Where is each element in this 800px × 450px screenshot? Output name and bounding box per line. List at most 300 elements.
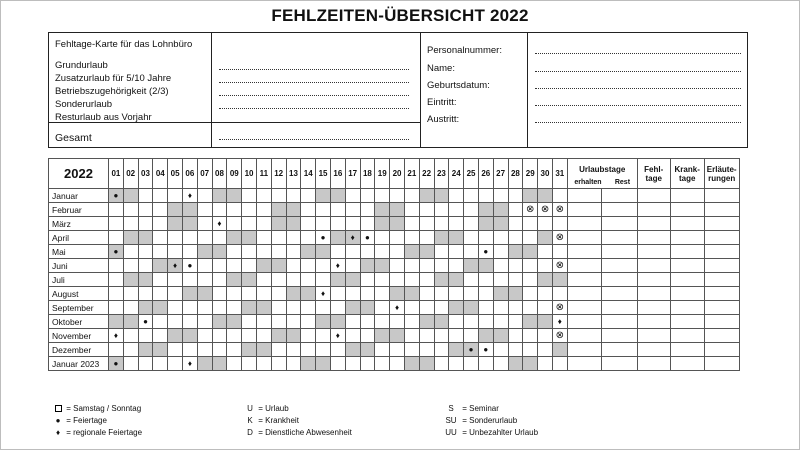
day-cell[interactable]	[404, 357, 419, 371]
day-cell[interactable]	[301, 343, 316, 357]
day-cell[interactable]	[449, 203, 464, 217]
day-cell[interactable]	[109, 287, 124, 301]
day-cell[interactable]	[538, 217, 553, 231]
notes-cell[interactable]	[704, 287, 739, 301]
day-cell[interactable]	[523, 315, 538, 329]
day-cell[interactable]	[404, 287, 419, 301]
rest-cell[interactable]	[601, 245, 637, 259]
day-cell[interactable]	[419, 301, 434, 315]
day-cell[interactable]	[552, 343, 567, 357]
day-cell[interactable]	[227, 357, 242, 371]
received-cell[interactable]	[567, 343, 601, 357]
day-cell[interactable]	[493, 273, 508, 287]
day-cell[interactable]	[301, 259, 316, 273]
day-cell[interactable]	[404, 273, 419, 287]
day-cell[interactable]: ●	[109, 245, 124, 259]
day-cell[interactable]	[523, 357, 538, 371]
rest-cell[interactable]	[601, 203, 637, 217]
day-cell[interactable]	[493, 329, 508, 343]
day-cell[interactable]	[153, 301, 168, 315]
day-cell[interactable]	[434, 301, 449, 315]
day-cell[interactable]	[538, 273, 553, 287]
day-cell[interactable]	[330, 203, 345, 217]
rest-cell[interactable]	[601, 259, 637, 273]
day-cell[interactable]	[345, 189, 360, 203]
day-cell[interactable]	[434, 245, 449, 259]
day-cell[interactable]	[390, 189, 405, 203]
birthdate-field[interactable]	[535, 88, 741, 89]
entry-date-field[interactable]	[535, 105, 741, 106]
day-cell[interactable]	[197, 273, 212, 287]
day-cell[interactable]	[478, 231, 493, 245]
day-cell[interactable]	[242, 189, 257, 203]
day-cell[interactable]	[242, 203, 257, 217]
day-cell[interactable]	[345, 357, 360, 371]
notes-cell[interactable]	[704, 259, 739, 273]
day-cell[interactable]	[138, 189, 153, 203]
day-cell[interactable]	[449, 315, 464, 329]
received-cell[interactable]	[567, 329, 601, 343]
day-cell[interactable]	[168, 329, 183, 343]
notes-cell[interactable]	[704, 315, 739, 329]
day-cell[interactable]	[227, 259, 242, 273]
day-cell[interactable]	[123, 287, 138, 301]
day-cell[interactable]	[316, 217, 331, 231]
day-cell[interactable]	[286, 329, 301, 343]
day-cell[interactable]	[478, 203, 493, 217]
received-cell[interactable]	[567, 259, 601, 273]
day-cell[interactable]: ●	[109, 189, 124, 203]
sick-days-cell[interactable]	[670, 203, 704, 217]
day-cell[interactable]	[109, 203, 124, 217]
day-cell[interactable]	[390, 287, 405, 301]
day-cell[interactable]	[375, 357, 390, 371]
notes-cell[interactable]	[704, 343, 739, 357]
day-cell[interactable]	[419, 357, 434, 371]
day-cell[interactable]	[153, 287, 168, 301]
day-cell[interactable]	[123, 189, 138, 203]
day-cell[interactable]	[345, 203, 360, 217]
day-cell[interactable]	[493, 245, 508, 259]
day-cell[interactable]	[390, 329, 405, 343]
day-cell[interactable]	[360, 287, 375, 301]
day-cell[interactable]	[478, 273, 493, 287]
day-cell[interactable]	[242, 231, 257, 245]
day-cell[interactable]	[464, 189, 479, 203]
day-cell[interactable]	[449, 231, 464, 245]
day-cell[interactable]	[316, 189, 331, 203]
day-cell[interactable]: ⊗	[538, 203, 553, 217]
notes-cell[interactable]	[704, 329, 739, 343]
day-cell[interactable]	[419, 259, 434, 273]
day-cell[interactable]	[138, 343, 153, 357]
day-cell[interactable]	[375, 217, 390, 231]
sick-days-cell[interactable]	[670, 329, 704, 343]
day-cell[interactable]	[449, 189, 464, 203]
day-cell[interactable]	[123, 273, 138, 287]
rest-cell[interactable]	[601, 329, 637, 343]
day-cell[interactable]	[390, 259, 405, 273]
day-cell[interactable]	[301, 315, 316, 329]
day-cell[interactable]	[286, 273, 301, 287]
day-cell[interactable]	[197, 287, 212, 301]
day-cell[interactable]	[227, 245, 242, 259]
day-cell[interactable]	[493, 357, 508, 371]
day-cell[interactable]	[168, 217, 183, 231]
day-cell[interactable]	[449, 343, 464, 357]
day-cell[interactable]	[212, 301, 227, 315]
day-cell[interactable]	[419, 189, 434, 203]
day-cell[interactable]	[330, 287, 345, 301]
day-cell[interactable]	[138, 273, 153, 287]
day-cell[interactable]	[464, 273, 479, 287]
day-cell[interactable]	[375, 315, 390, 329]
day-cell[interactable]	[434, 217, 449, 231]
day-cell[interactable]	[197, 301, 212, 315]
day-cell[interactable]	[360, 217, 375, 231]
day-cell[interactable]	[227, 217, 242, 231]
day-cell[interactable]	[197, 231, 212, 245]
day-cell[interactable]	[330, 231, 345, 245]
notes-cell[interactable]	[704, 189, 739, 203]
day-cell[interactable]	[138, 217, 153, 231]
day-cell[interactable]: ●	[478, 245, 493, 259]
day-cell[interactable]	[168, 315, 183, 329]
day-cell[interactable]	[182, 231, 197, 245]
day-cell[interactable]	[434, 287, 449, 301]
received-cell[interactable]	[567, 357, 601, 371]
day-cell[interactable]	[464, 287, 479, 301]
day-cell[interactable]	[538, 357, 553, 371]
day-cell[interactable]	[360, 329, 375, 343]
day-cell[interactable]	[286, 301, 301, 315]
sick-days-cell[interactable]	[670, 273, 704, 287]
day-cell[interactable]: ⊗	[523, 203, 538, 217]
received-cell[interactable]	[567, 245, 601, 259]
day-cell[interactable]	[478, 287, 493, 301]
day-cell[interactable]	[212, 315, 227, 329]
day-cell[interactable]: ♦	[168, 259, 183, 273]
day-cell[interactable]	[478, 217, 493, 231]
day-cell[interactable]	[404, 217, 419, 231]
day-cell[interactable]	[523, 231, 538, 245]
missed-days-cell[interactable]	[637, 315, 670, 329]
day-cell[interactable]: ⊗	[552, 329, 567, 343]
day-cell[interactable]	[360, 315, 375, 329]
day-cell[interactable]	[508, 189, 523, 203]
day-cell[interactable]	[493, 343, 508, 357]
day-cell[interactable]	[286, 259, 301, 273]
day-cell[interactable]	[478, 189, 493, 203]
rest-cell[interactable]	[601, 315, 637, 329]
day-cell[interactable]	[538, 245, 553, 259]
day-cell[interactable]	[212, 203, 227, 217]
day-cell[interactable]	[227, 273, 242, 287]
day-cell[interactable]: ⊗	[552, 203, 567, 217]
notes-cell[interactable]	[704, 203, 739, 217]
rest-cell[interactable]	[601, 287, 637, 301]
day-cell[interactable]	[345, 343, 360, 357]
day-cell[interactable]	[256, 287, 271, 301]
day-cell[interactable]	[242, 357, 257, 371]
day-cell[interactable]	[153, 217, 168, 231]
day-cell[interactable]	[404, 259, 419, 273]
day-cell[interactable]	[464, 301, 479, 315]
day-cell[interactable]	[271, 203, 286, 217]
day-cell[interactable]	[123, 203, 138, 217]
day-cell[interactable]	[212, 231, 227, 245]
day-cell[interactable]	[197, 315, 212, 329]
day-cell[interactable]	[390, 357, 405, 371]
rest-cell[interactable]	[601, 189, 637, 203]
leave-field[interactable]	[219, 82, 409, 83]
day-cell[interactable]	[227, 343, 242, 357]
day-cell[interactable]	[168, 287, 183, 301]
day-cell[interactable]	[508, 273, 523, 287]
day-cell[interactable]	[153, 343, 168, 357]
day-cell[interactable]	[523, 245, 538, 259]
day-cell[interactable]	[301, 329, 316, 343]
day-cell[interactable]	[182, 217, 197, 231]
day-cell[interactable]	[404, 329, 419, 343]
day-cell[interactable]	[256, 357, 271, 371]
day-cell[interactable]	[390, 203, 405, 217]
day-cell[interactable]	[109, 217, 124, 231]
day-cell[interactable]	[316, 273, 331, 287]
day-cell[interactable]	[523, 301, 538, 315]
day-cell[interactable]	[138, 329, 153, 343]
day-cell[interactable]	[345, 245, 360, 259]
day-cell[interactable]	[227, 203, 242, 217]
day-cell[interactable]	[256, 189, 271, 203]
day-cell[interactable]	[197, 203, 212, 217]
day-cell[interactable]	[493, 301, 508, 315]
received-cell[interactable]	[567, 301, 601, 315]
day-cell[interactable]	[109, 231, 124, 245]
day-cell[interactable]	[419, 245, 434, 259]
day-cell[interactable]	[242, 217, 257, 231]
day-cell[interactable]	[212, 329, 227, 343]
missed-days-cell[interactable]	[637, 357, 670, 371]
day-cell[interactable]	[301, 357, 316, 371]
day-cell[interactable]	[464, 329, 479, 343]
day-cell[interactable]	[434, 259, 449, 273]
day-cell[interactable]	[508, 315, 523, 329]
name-field[interactable]	[535, 71, 741, 72]
day-cell[interactable]	[153, 245, 168, 259]
day-cell[interactable]	[434, 189, 449, 203]
day-cell[interactable]	[508, 329, 523, 343]
day-cell[interactable]	[286, 231, 301, 245]
day-cell[interactable]	[286, 245, 301, 259]
day-cell[interactable]	[153, 203, 168, 217]
notes-cell[interactable]	[704, 273, 739, 287]
day-cell[interactable]	[197, 343, 212, 357]
day-cell[interactable]	[375, 343, 390, 357]
day-cell[interactable]	[123, 231, 138, 245]
missed-days-cell[interactable]	[637, 189, 670, 203]
leave-field[interactable]	[219, 108, 409, 109]
day-cell[interactable]	[256, 315, 271, 329]
day-cell[interactable]	[256, 245, 271, 259]
day-cell[interactable]	[508, 245, 523, 259]
day-cell[interactable]	[360, 273, 375, 287]
day-cell[interactable]	[109, 259, 124, 273]
received-cell[interactable]	[567, 189, 601, 203]
day-cell[interactable]	[508, 259, 523, 273]
day-cell[interactable]	[419, 315, 434, 329]
day-cell[interactable]	[419, 217, 434, 231]
missed-days-cell[interactable]	[637, 231, 670, 245]
day-cell[interactable]	[301, 273, 316, 287]
received-cell[interactable]	[567, 231, 601, 245]
day-cell[interactable]	[404, 315, 419, 329]
day-cell[interactable]	[523, 343, 538, 357]
day-cell[interactable]	[464, 231, 479, 245]
day-cell[interactable]	[478, 357, 493, 371]
day-cell[interactable]	[330, 189, 345, 203]
day-cell[interactable]	[123, 217, 138, 231]
day-cell[interactable]	[168, 203, 183, 217]
personal-number-field[interactable]	[535, 53, 741, 54]
sick-days-cell[interactable]	[670, 231, 704, 245]
day-cell[interactable]	[375, 189, 390, 203]
day-cell[interactable]	[271, 245, 286, 259]
day-cell[interactable]	[123, 329, 138, 343]
received-cell[interactable]	[567, 315, 601, 329]
day-cell[interactable]	[286, 189, 301, 203]
leave-field[interactable]	[219, 69, 409, 70]
day-cell[interactable]	[256, 301, 271, 315]
day-cell[interactable]	[271, 217, 286, 231]
day-cell[interactable]	[330, 357, 345, 371]
day-cell[interactable]	[153, 189, 168, 203]
day-cell[interactable]: ♦	[330, 329, 345, 343]
day-cell[interactable]	[464, 217, 479, 231]
day-cell[interactable]	[138, 357, 153, 371]
day-cell[interactable]	[419, 273, 434, 287]
day-cell[interactable]	[552, 287, 567, 301]
day-cell[interactable]	[256, 231, 271, 245]
day-cell[interactable]	[123, 315, 138, 329]
day-cell[interactable]	[138, 259, 153, 273]
day-cell[interactable]: ●	[316, 231, 331, 245]
day-cell[interactable]	[404, 231, 419, 245]
sick-days-cell[interactable]	[670, 245, 704, 259]
day-cell[interactable]	[316, 259, 331, 273]
day-cell[interactable]	[138, 245, 153, 259]
day-cell[interactable]	[493, 315, 508, 329]
day-cell[interactable]	[168, 231, 183, 245]
day-cell[interactable]	[330, 315, 345, 329]
day-cell[interactable]	[301, 245, 316, 259]
day-cell[interactable]	[419, 343, 434, 357]
day-cell[interactable]	[345, 329, 360, 343]
day-cell[interactable]	[375, 273, 390, 287]
day-cell[interactable]	[271, 329, 286, 343]
day-cell[interactable]	[508, 301, 523, 315]
day-cell[interactable]	[182, 287, 197, 301]
day-cell[interactable]	[212, 343, 227, 357]
day-cell[interactable]: ⊗	[552, 231, 567, 245]
leave-field[interactable]	[219, 95, 409, 96]
day-cell[interactable]	[212, 189, 227, 203]
day-cell[interactable]	[523, 189, 538, 203]
sick-days-cell[interactable]	[670, 287, 704, 301]
day-cell[interactable]	[523, 329, 538, 343]
day-cell[interactable]	[138, 301, 153, 315]
day-cell[interactable]	[330, 245, 345, 259]
day-cell[interactable]	[227, 315, 242, 329]
notes-cell[interactable]	[704, 357, 739, 371]
day-cell[interactable]	[301, 287, 316, 301]
day-cell[interactable]	[153, 259, 168, 273]
day-cell[interactable]	[449, 273, 464, 287]
day-cell[interactable]	[508, 343, 523, 357]
day-cell[interactable]	[212, 259, 227, 273]
day-cell[interactable]	[316, 245, 331, 259]
day-cell[interactable]	[271, 343, 286, 357]
day-cell[interactable]	[449, 245, 464, 259]
day-cell[interactable]	[375, 245, 390, 259]
day-cell[interactable]	[256, 343, 271, 357]
day-cell[interactable]	[316, 315, 331, 329]
day-cell[interactable]	[301, 189, 316, 203]
sick-days-cell[interactable]	[670, 189, 704, 203]
day-cell[interactable]	[242, 301, 257, 315]
day-cell[interactable]	[345, 301, 360, 315]
day-cell[interactable]	[168, 301, 183, 315]
day-cell[interactable]	[552, 189, 567, 203]
day-cell[interactable]	[523, 273, 538, 287]
day-cell[interactable]	[449, 301, 464, 315]
day-cell[interactable]	[123, 357, 138, 371]
day-cell[interactable]: ●	[478, 343, 493, 357]
day-cell[interactable]	[256, 273, 271, 287]
day-cell[interactable]	[242, 245, 257, 259]
day-cell[interactable]	[493, 203, 508, 217]
day-cell[interactable]	[434, 357, 449, 371]
day-cell[interactable]	[212, 287, 227, 301]
received-cell[interactable]	[567, 203, 601, 217]
day-cell[interactable]: ●	[360, 231, 375, 245]
day-cell[interactable]: ●	[182, 259, 197, 273]
day-cell[interactable]: ♦	[552, 315, 567, 329]
day-cell[interactable]	[271, 287, 286, 301]
missed-days-cell[interactable]	[637, 273, 670, 287]
day-cell[interactable]	[256, 217, 271, 231]
day-cell[interactable]	[168, 189, 183, 203]
day-cell[interactable]	[538, 301, 553, 315]
day-cell[interactable]	[345, 259, 360, 273]
received-cell[interactable]	[567, 287, 601, 301]
received-cell[interactable]	[567, 217, 601, 231]
notes-cell[interactable]	[704, 217, 739, 231]
day-cell[interactable]	[197, 357, 212, 371]
sick-days-cell[interactable]	[670, 315, 704, 329]
day-cell[interactable]	[182, 343, 197, 357]
notes-cell[interactable]	[704, 231, 739, 245]
day-cell[interactable]	[523, 259, 538, 273]
day-cell[interactable]	[390, 217, 405, 231]
day-cell[interactable]	[345, 217, 360, 231]
day-cell[interactable]	[227, 301, 242, 315]
day-cell[interactable]	[493, 259, 508, 273]
day-cell[interactable]	[182, 329, 197, 343]
day-cell[interactable]	[434, 203, 449, 217]
day-cell[interactable]	[390, 273, 405, 287]
day-cell[interactable]	[197, 189, 212, 203]
